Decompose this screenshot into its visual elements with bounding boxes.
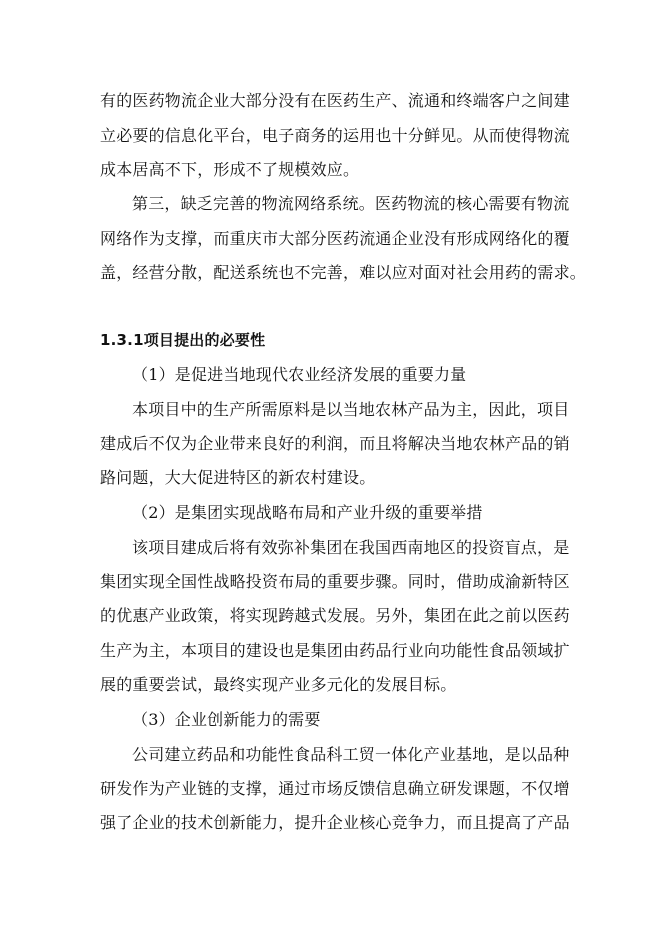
text-line: 第三，缺乏完善的物流网络系统。医药物流的核心需要有物流 [132,194,570,213]
text-line: 路问题，大大促进特区的新农村建设。 [100,468,376,487]
item-title: （1）是促进当地现代农业经济发展的重要力量 [132,365,467,384]
text-line: 生产为主，本项目的建设也是集团由药品行业向功能性食品领域扩 [100,641,570,660]
text-line: 有的医药物流企业大部分没有在医药生产、流通和终端客户之间建 [100,91,570,110]
section-heading: 1.3.1项目提出的必要性 [100,331,266,349]
text-line: 建成后不仅为企业带来良好的利润，而且将解决当地农林产品的销 [100,434,570,453]
text-line: 立必要的信息化平台，电子商务的运用也十分鲜见。从而使得物流 [100,126,570,145]
text-line: 强了企业的技术创新能力，提升企业核心竞争力，而且提高了产品 [100,813,570,832]
text-line: 研发作为产业链的支撑，通过市场反馈信息确立研发课题，不仅增 [100,779,570,798]
text-line: 公司建立药品和功能性食品科工贸一体化产业基地，是以品种 [132,745,570,764]
text-line: 网络作为支撑，而重庆市大部分医药流通企业没有形成网络化的覆 [100,229,570,248]
text-line: 盖，经营分散，配送系统也不完善，难以应对面对社会用药的需求。 [100,263,587,282]
text-line: 本项目中的生产所需原料是以当地农林产品为主，因此，项目 [132,400,570,419]
text-line: 该项目建成后将有效弥补集团在我国西南地区的投资盲点，是 [132,538,570,557]
item-title: （3）企业创新能力的需要 [132,710,321,729]
text-line: 的优惠产业政策，将实现跨越式发展。另外，集团在此之前以医药 [100,606,570,625]
item-title: （2）是集团实现战略布局和产业升级的重要举措 [132,503,483,522]
text-line: 展的重要尝试，最终实现产业多元化的发展目标。 [100,675,457,694]
text-line: 集团实现全国性战略投资布局的重要步骤。同时，借助成渝新特区 [100,572,570,591]
text-line: 成本居高不下，形成不了规模效应。 [100,160,360,179]
